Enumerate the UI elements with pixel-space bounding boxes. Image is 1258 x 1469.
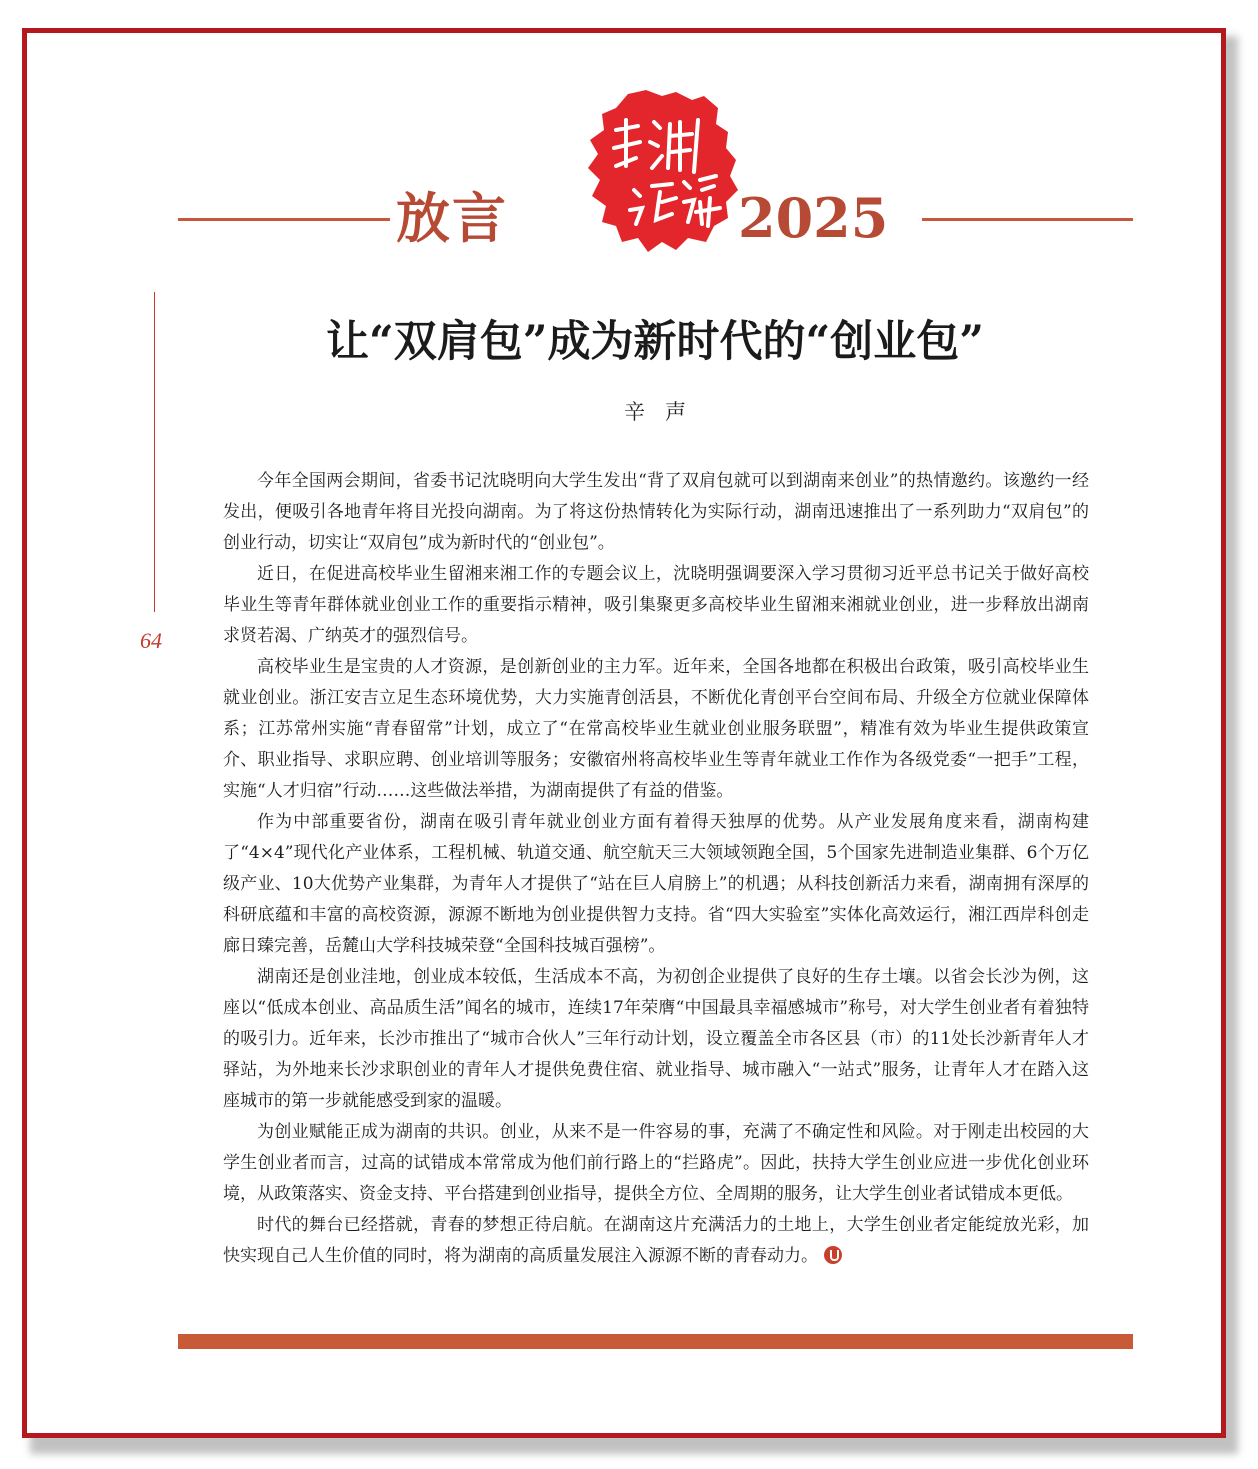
paragraph-7-text: 时代的舞台已经搭就，青春的梦想正待启航。在湖南这片充满活力的土地上，大学生创业者定能绽放光彩，加快实现自己人生价值的同时，将为湖南的高质量发展注入源源不断的青春动力。	[223, 1215, 1089, 1266]
article-title: 让“双肩包”成为新时代的“创业包”	[326, 317, 984, 367]
paragraph-5: 湖南还是创业洼地，创业成本较低，生活成本不高，为初创企业提供了良好的生存土壤。以省会长沙为例，这座以“低成本创业、高品质生活”闻名的城市，连续17年荣膺“中国最具幸福感城市”称号，对大学生创业者有着独特的吸引力。近年来，长沙市推出了“城市合伙人”三年行动计划，设立覆盖全市各区县（市）的11处长沙新青年人才驿站，为外地来长沙求职创业的青年人才提供免费住宿、就业指导、城市融入“一站式”服务，让青年人才在踏入这座城市的第一步就能感受到家的温暖。	[223, 967, 1089, 1111]
paragraph-6: 为创业赋能正成为湖南的共识。创业，从来不是一件容易的事，充满了不确定性和风险。对于刚走出校园的大学生创业者而言，过高的试错成本常常成为他们前行路上的“拦路虎”。因此，扶持大学生创业应进一步优化创业环境，从政策落实、资金支持、平台搭建到创业指导，提供全方位、全周期的服务，让大学生创业者试错成本更低。	[223, 1122, 1089, 1204]
paragraph-3: 高校毕业生是宝贵的人才资源，是创新创业的主力军。近年来，全国各地都在积极出台政策，吸引高校毕业生就业创业。浙江安吉立足生态环境优势，大力实施青创活县，不断优化青创平台空间布局、升级全方位就业保障体系；江苏常州实施“青春留常”计划，成立了“在常高校毕业生就业创业服务联盟”，精准有效为毕业生提供政策宣介、职业指导、求职应聘、创业培训等服务；安徽宿州将高校毕业生等青年就业工作作为各级党委“一把手”工程，实施“人才归宿”行动……这些做法举措，为湖南提供了有益的借鉴。	[223, 657, 1089, 801]
paragraph-1: 今年全国两会期间，省委书记沈晓明向大学生发出“背了双肩包就可以到湖南来创业”的热情邀约。该邀约一经发出，便吸引各地青年将目光投向湖南。为了将这份热情转化为实际行动，湖南迅速推出了一系列助力“双肩包”的创业行动，切实让“双肩包”成为新时代的“创业包”。	[223, 471, 1089, 553]
end-mark-icon	[824, 1246, 842, 1264]
column-year: 2025	[738, 186, 889, 250]
paragraph-4: 作为中部重要省份，湖南在吸引青年就业创业方面有着得天独厚的优势。从产业发展角度来看，湖南构建了“4×4”现代化产业体系，工程机械、轨道交通、航空航天三大领域领跑全国，5个国家先进制造业集群、6个万亿级产业、10大优势产业集群，为青年人才提供了“站在巨人肩膀上”的机遇；从科技创新活力来看，湖南拥有深厚的科研底蕴和丰富的高校资源，源源不断地为创业提供智力支持。省“四大实验室”实体化高效运行，湘江西岸科创走廊日臻完善，岳麓山大学科技城荣登“全国科技城百强榜”。	[223, 812, 1089, 956]
footer-bar	[178, 1334, 1133, 1349]
paragraph-2: 近日，在促进高校毕业生留湘来湘工作的专题会议上，沈晓明强调要深入学习贯彻习近平总书记关于做好高校毕业生等青年群体就业创业工作的重要指示精神，吸引集聚更多高校毕业生留湘来湘就业创业，进一步释放出湖南求贤若渴、广纳英才的强烈信号。	[223, 564, 1089, 646]
xinxiang-pinglun-logo	[576, 86, 744, 256]
column-name-left: 放言	[396, 186, 508, 250]
hunan-map-shape	[588, 90, 738, 252]
article-body	[223, 466, 1089, 1272]
header-rule-left	[178, 218, 390, 221]
paragraph-7	[223, 1210, 1089, 1272]
header-rule-right	[922, 218, 1133, 221]
margin-rule	[154, 292, 155, 612]
article-author: 辛声	[624, 400, 706, 424]
page-number: 64	[140, 628, 162, 653]
